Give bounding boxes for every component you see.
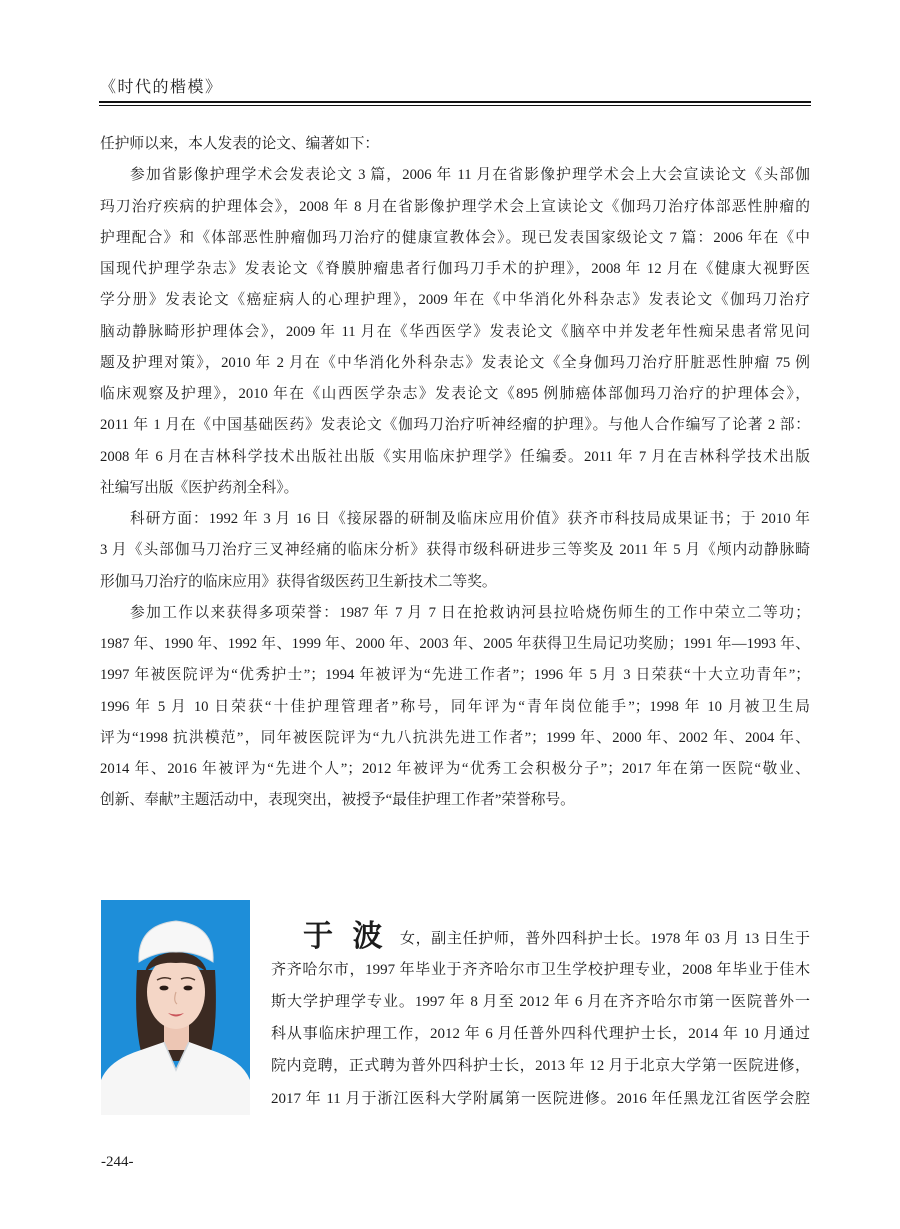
profile-line: 齐齐哈尔市，1997 年毕业于齐齐哈尔市卫生学校护理专业，2008 年毕业于佳木 [271, 962, 810, 978]
body-line: 参加工作以来获得多项荣誉：1987 年 7 月 7 日在抢救讷河县拉哈烧伤师生的工作中荣立二等功； [130, 604, 810, 621]
header-rule-thick [99, 101, 811, 103]
profile-line: 院内竞聘，正式聘为普外四科护士长，2013 年 12 月于北京大学第一医院进修， [271, 1058, 810, 1074]
body-line: 社编写出版《医护药剂全科》。 [100, 479, 299, 496]
profile-name: 于 波 [303, 920, 389, 953]
body-line: 2008 年 6 月在吉林科学技术出版社出版《实用临床护理学》任编委。2011 年 7 月在吉林科学技术出版 [100, 448, 810, 465]
body-line: 1996 年 5 月 10 日荣获“十佳护理管理者”称号，同年评为“青年岗位能手”；1998 年 10 月被卫生局 [100, 698, 810, 715]
body-line: 脑动静脉畸形护理体会》，2009 年 11 月在《华西医学》发表论文《脑卒中并发老年性痴呆患者常见问 [100, 323, 810, 340]
right-eye [184, 986, 193, 991]
body-line: 2014 年、2016 年被评为“先进个人”；2012 年被评为“优秀工会积极分子”；2017 年在第一医院“敬业、 [100, 761, 810, 777]
page-number: -244- [101, 1154, 134, 1170]
running-header-title: 《时代的楷模》 [100, 79, 223, 96]
body-line: 国现代护理学杂志》发表论文《脊膜肿瘤患者行伽玛刀手术的护理》，2008 年 12 月在《健康大视野医 [100, 261, 810, 277]
body-line: 科研方面：1992 年 3 月 16 日《接尿器的研制及临床应用价值》获齐市科技局成果证书；于 2010 年 [130, 511, 810, 527]
body-line: 学分册》发表论文《癌症病人的心理护理》，2009 年在《中华消化外科杂志》发表论文《伽玛刀治疗 [100, 292, 810, 309]
body-line: 1997 年被医院评为“优秀护士”；1994 年被评为“先进工作者”；1996 年 5 月 3 日荣获“十大立功青年”； [100, 667, 810, 684]
profile-line: 2017 年 11 月于浙江医科大学附属第一医院进修。2016 年任黑龙江省医学会腔 [271, 1091, 810, 1107]
body-line: 护理配合》和《体部恶性肿瘤伽玛刀治疗的健康宣教体会》。现已发表国家级论文 7 篇：2006 年在《中 [100, 229, 810, 246]
body-line: 创新、奉献”主题活动中，表现突出，被授予“最佳护理工作者”荣誉称号。 [100, 792, 575, 809]
body-paragraph [100, 160, 810, 504]
body-line: 玛刀治疗疾病的护理体会》，2008 年 8 月在省影像护理学术会上宣读论文《伽玛刀治疗体部恶性肿瘤的 [100, 198, 810, 215]
body-line: 临床观察及护理》，2010 年在《山西医学杂志》发表论文《895 例肺癌体部伽玛刀治疗的护理体会》， [100, 386, 810, 402]
body-line: 题及护理对策》，2010 年 2 月在《中华消化外科杂志》发表论文《全身伽玛刀治疗肝脏恶性肿瘤 75 例 [100, 354, 810, 371]
body-line: 3 月《头部伽马刀治疗三叉神经痛的临床分析》获得市级科研进步三等奖及 2011 年 5 月《颅内动静脉畸 [100, 542, 810, 559]
body-line: 2011 年 1 月在《中国基础医药》发表论文《伽玛刀治疗听神经瘤的护理》。与他人合作编写了论著 2 部： [100, 417, 810, 434]
profile-line: 斯大学护理学专业。1997 年 8 月至 2012 年 6 月在齐齐哈尔市第一医院普外一 [271, 994, 810, 1010]
profile-bio [271, 920, 810, 1118]
body-paragraph [100, 598, 810, 817]
profile-line: 女，副主任护师，普外四科护士长。1978 年 03 月 13 日生于 [400, 931, 810, 947]
body-paragraph [100, 129, 810, 160]
body-line: 参加省影像护理学术会发表论文 3 篇，2006 年 11 月在省影像护理学术会上大会宣读论文《头部伽 [130, 167, 810, 184]
body-paragraph [100, 504, 810, 598]
portrait-photo [101, 900, 250, 1115]
header-rule-thin [99, 105, 811, 106]
body-line: 1987 年、1990 年、1992 年、1999 年、2000 年、2003 年、2005 年获得卫生局记功奖励；1991 年—1993 年、 [100, 636, 810, 652]
body-text [100, 129, 810, 817]
body-line: 任护师以来，本人发表的论文、编著如下： [100, 136, 380, 152]
body-line: 评为“1998 抗洪模范”，同年被医院评为“九八抗洪先进工作者”；1999 年、2000 年、2002 年、2004 年、 [100, 729, 810, 746]
portrait-illustration [101, 900, 250, 1115]
profile-line: 科从事临床护理工作，2012 年 6 月任普外四科代理护士长，2014 年 10 月通过 [271, 1026, 810, 1042]
body-line: 形伽马刀治疗的临床应用》获得省级医药卫生新技术二等奖。 [100, 573, 497, 590]
left-eye [160, 986, 169, 991]
